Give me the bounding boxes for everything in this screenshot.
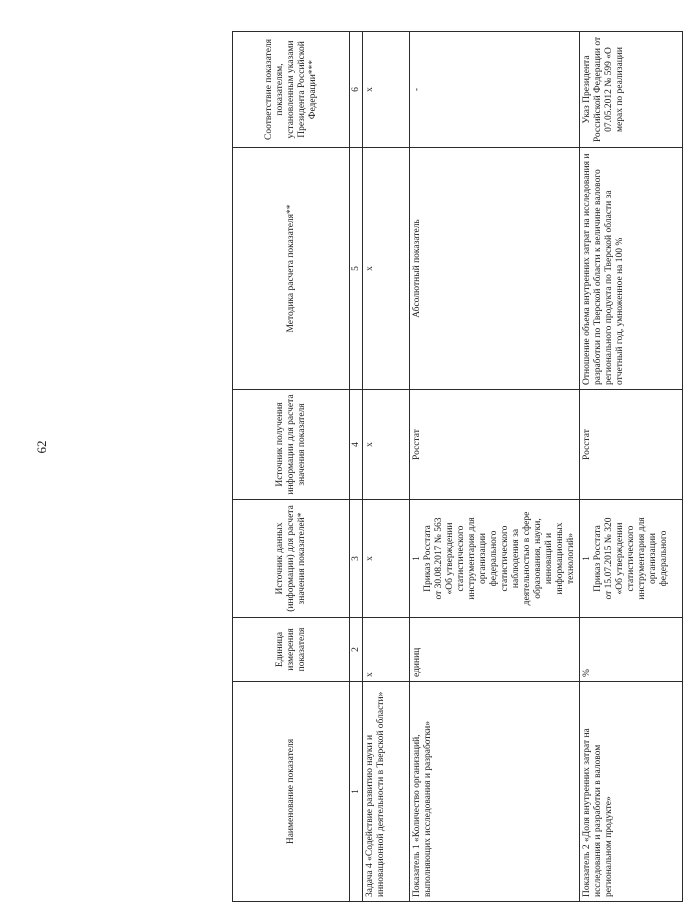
header-compliance: Соответствие показателя показателям, установленным указами Президента Российской Федерации*** — [233, 32, 350, 148]
cell-indicator-name: Показатель 2 «Доля внутренних затрат на исследования и разработки в валовом региональном продукте» — [580, 682, 683, 902]
column-number: 5 — [350, 148, 363, 390]
cell-data-source: 1 Приказ Росстата от 30.08.2017 № 563 «Об утверждении статистического инструментария для организации федерального статистического наблюдения за деятельностью в сфере образования, науки, инноваций и информационных технологий» — [410, 500, 580, 618]
cell-unit: % — [580, 618, 683, 682]
table-header-row — [233, 32, 350, 902]
cell-compliance: - — [410, 32, 580, 148]
column-number: 2 — [350, 618, 363, 682]
column-number: 1 — [350, 682, 363, 902]
cell-info-source: Росстат — [410, 390, 580, 500]
cell-indicator-name: Задача 4 «Содействие развитию науки и инновационной деятельности в Тверской области» — [363, 682, 410, 902]
cell-compliance: x — [363, 32, 410, 148]
header-info-source: Источник получения информации для расчета значения показателя — [233, 390, 350, 500]
table-stage — [232, 32, 669, 902]
table-row-task-4 — [363, 32, 410, 902]
cell-compliance: Указ Президента Российской Федерации от 07.05.2012 № 599 «О мерах по реализации — [580, 32, 683, 148]
cell-data-source: 1 Приказ Росстата от 15.07.2015 № 320 «Об утверждении статистического инструментария для организации федерального — [580, 500, 683, 618]
table-row-indicator-2 — [580, 32, 683, 902]
table-row-indicator-1 — [410, 32, 580, 902]
cell-info-source: x — [363, 390, 410, 500]
cell-method: Отношение объема внутренних затрат на исследования и разработки по Тверской области к величине валового регионального продукта по Тверской области за отчетный год, умноженное на 100 % — [580, 148, 683, 390]
header-data-source: Источник данных (информации) для расчета значения показателей* — [233, 500, 350, 618]
page-number: 62 — [34, 440, 49, 454]
cell-unit: единиц — [410, 618, 580, 682]
cell-method: x — [363, 148, 410, 390]
header-indicator-name: Наименование показателя — [233, 682, 350, 902]
cell-info-source: Росстат — [580, 390, 683, 500]
cell-indicator-name: Показатель 1 «Количество организаций, выполняющих исследования и разработки» — [410, 682, 580, 902]
column-number-row — [350, 32, 363, 902]
cell-data-source: x — [363, 500, 410, 618]
header-method: Методика расчета показателя** — [233, 148, 350, 390]
cell-method: Абсолютный показатель — [410, 148, 580, 390]
column-number: 3 — [350, 500, 363, 618]
cell-unit: x — [363, 618, 410, 682]
column-number: 4 — [350, 390, 363, 500]
header-unit: Единица измерения показателя — [233, 618, 350, 682]
rotated-table-wrapper — [232, 32, 669, 902]
column-number: 6 — [350, 32, 363, 148]
indicators-table — [232, 31, 683, 902]
